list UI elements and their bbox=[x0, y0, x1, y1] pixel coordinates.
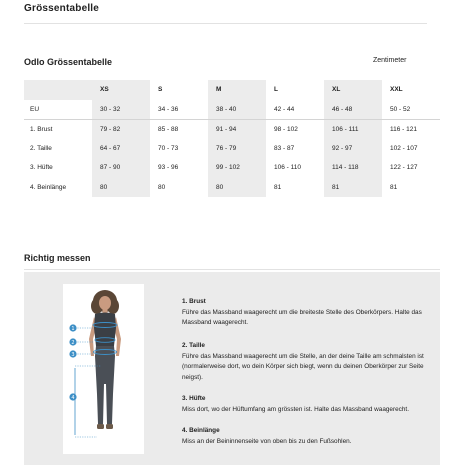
table-cell: 81 bbox=[390, 183, 398, 191]
table-cell: 70 - 73 bbox=[158, 144, 179, 152]
table-cell: 102 - 107 bbox=[390, 144, 418, 152]
unit-label: Zentimeter bbox=[373, 57, 407, 64]
table-cell: 106 - 111 bbox=[324, 119, 382, 139]
table-cell: 80 bbox=[92, 178, 150, 198]
table-cell: 91 - 94 bbox=[208, 119, 266, 139]
instruction-hip bbox=[182, 394, 438, 415]
header-corner-cell bbox=[24, 80, 92, 100]
instruction-text: Miss an der Beininnenseite von oben bis zu den Fußsohlen. bbox=[182, 437, 352, 445]
table-cell: 80 bbox=[158, 183, 166, 191]
instruction-text: Miss dort, wo der Hüftumfang am grössten ist. Halte das Massband waagerecht. bbox=[182, 405, 409, 413]
table-cell: 81 bbox=[324, 178, 382, 198]
instruction-chest bbox=[182, 297, 438, 329]
table-cell: 80 bbox=[208, 178, 266, 198]
row-label: 2. Taille bbox=[24, 139, 92, 159]
row-label: 4. Beinlänge bbox=[24, 178, 92, 198]
table-row bbox=[24, 158, 440, 178]
marker-2-label: 2 bbox=[71, 340, 75, 346]
table-cell: 106 - 110 bbox=[274, 164, 301, 172]
size-header-s: S bbox=[158, 86, 163, 94]
table-cell: 30 - 32 bbox=[92, 100, 150, 120]
table-cell: 116 - 121 bbox=[390, 125, 417, 133]
table-cell: 122 - 127 bbox=[390, 164, 418, 172]
table-cell: 92 - 97 bbox=[324, 139, 382, 159]
instruction-heading: 2. Taille bbox=[182, 342, 205, 349]
table-cell: 87 - 90 bbox=[92, 158, 150, 178]
page-title: Grössentabelle bbox=[24, 3, 100, 14]
table-row bbox=[24, 139, 440, 159]
instruction-heading: 4. Beinlänge bbox=[182, 427, 220, 434]
instruction-leg-length bbox=[182, 426, 438, 447]
table-cell: 98 - 102 bbox=[274, 125, 298, 133]
table-cell: 93 - 96 bbox=[158, 164, 179, 172]
instruction-heading: 3. Hüfte bbox=[182, 395, 206, 402]
title-divider bbox=[24, 23, 427, 24]
table-cell: 34 - 36 bbox=[150, 100, 208, 120]
instruction-text: Führe das Massband waagerecht um die breiteste Stelle des Oberkörpers. Halte das Massband waagerecht. bbox=[182, 308, 422, 326]
marker-1-label: 1 bbox=[71, 326, 75, 332]
size-header-m: M bbox=[208, 80, 266, 100]
table-cell: 81 bbox=[274, 183, 282, 191]
size-header-xs: XS bbox=[92, 80, 150, 100]
woman-measurement-illustration bbox=[63, 284, 144, 454]
table-cell: 99 - 102 bbox=[208, 158, 266, 178]
table-cell: 42 - 44 bbox=[266, 100, 324, 120]
table-cell: 38 - 40 bbox=[208, 100, 266, 120]
table-row bbox=[24, 178, 440, 198]
row-label: 3. Hüfte bbox=[24, 158, 92, 178]
size-header-xl: XL bbox=[324, 80, 382, 100]
table-cell: 64 - 67 bbox=[92, 139, 150, 159]
size-header-l: L bbox=[274, 86, 278, 94]
instruction-waist bbox=[182, 341, 438, 383]
row-label: EU bbox=[24, 100, 92, 120]
table-cell: 83 - 87 bbox=[274, 144, 295, 152]
table-cell: 114 - 118 bbox=[324, 158, 382, 178]
table-cell: 46 - 48 bbox=[324, 100, 382, 120]
marker-3-label: 3 bbox=[71, 352, 75, 358]
instruction-text: Führe das Massband waagerecht um die Stelle, an der deine Taille am schmalsten ist (normalerweise dort, wo dein Körper sich biegt, wenn du deinen Oberkörper zur Seite neigst). bbox=[182, 352, 424, 381]
measure-section-title: Richtig messen bbox=[24, 253, 91, 263]
table-cell: 50 - 52 bbox=[382, 100, 440, 120]
table-cell: 76 - 79 bbox=[208, 139, 266, 159]
size-table bbox=[24, 80, 440, 197]
table-row bbox=[24, 119, 440, 139]
size-header-row bbox=[24, 80, 440, 100]
marker-4-label: 4 bbox=[71, 395, 75, 401]
measuring-figure bbox=[63, 284, 144, 454]
table-cell: 79 - 82 bbox=[92, 119, 150, 139]
measure-divider bbox=[24, 269, 440, 270]
table-cell: 85 - 88 bbox=[158, 125, 179, 133]
size-table-title: Odlo Grössentabelle bbox=[24, 57, 113, 67]
instruction-heading: 1. Brust bbox=[182, 298, 206, 305]
table-row bbox=[24, 100, 440, 120]
size-header-xxl: XXL bbox=[390, 86, 403, 94]
row-label: 1. Brust bbox=[24, 119, 92, 139]
